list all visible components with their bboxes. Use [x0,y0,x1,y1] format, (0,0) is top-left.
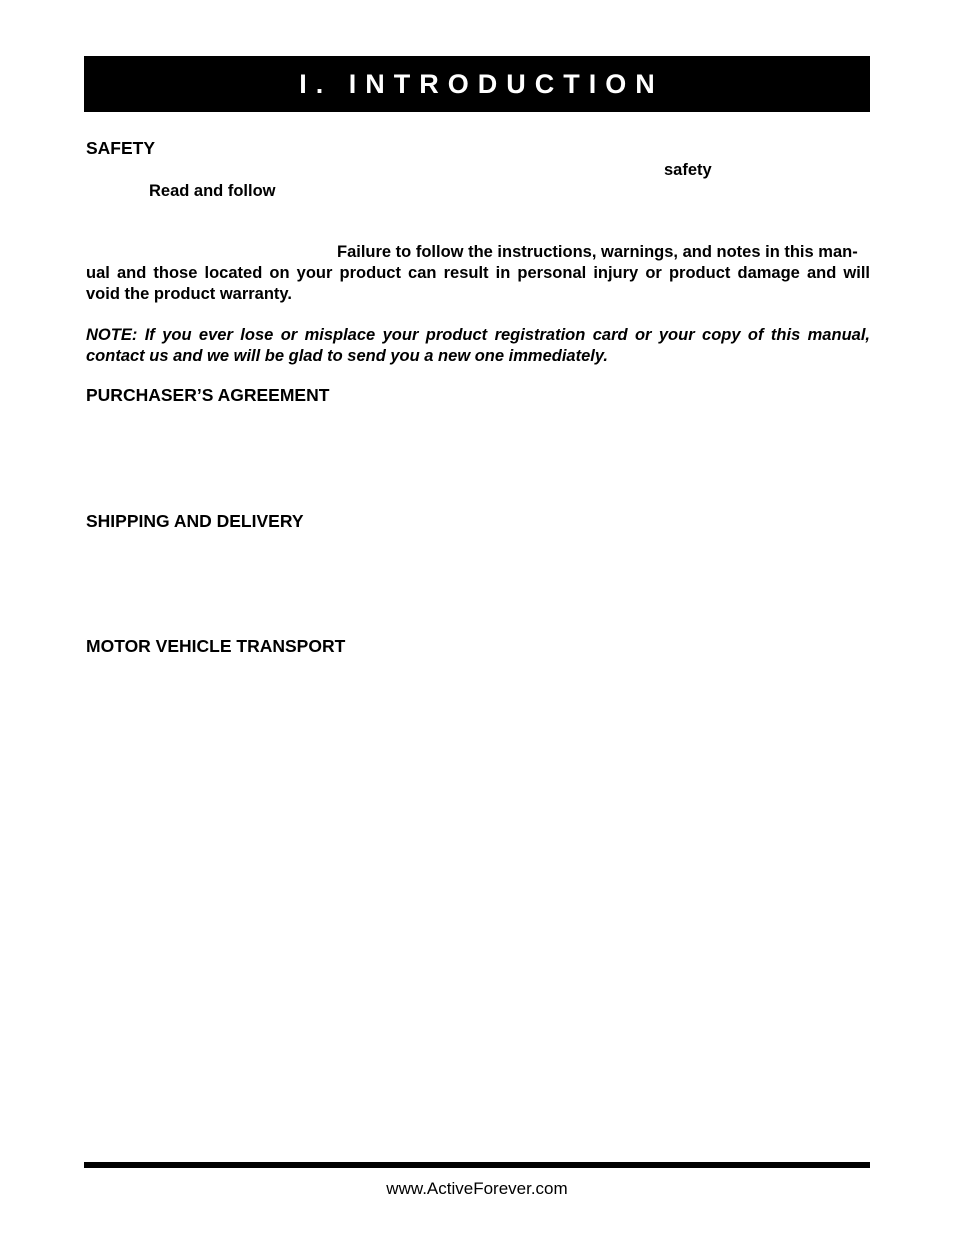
failure-text-line-3: void the product warranty. [86,285,292,303]
safety-fragment: safety [664,161,712,179]
failure-text-line-2: ual and those located on your product can result in personal injury or product damage and will [86,264,870,282]
footer-website-url: www.ActiveForever.com [386,1179,568,1198]
failure-text-rest [86,263,870,305]
shipping-delivery-heading: SHIPPING AND DELIVERY [86,511,304,531]
footer-divider [84,1162,870,1168]
read-follow-fragment: Read and follow [149,182,276,200]
note-paragraph [86,325,870,367]
note-line-1: NOTE: If you ever lose or misplace your product registration card or your copy of this manual, [86,326,870,344]
failure-text-line-1: Failure to follow the instructions, warnings, and notes in this man- [337,243,858,261]
page-title-bar [84,56,870,112]
purchaser-agreement-heading: PURCHASER’S AGREEMENT [86,385,330,405]
note-line-2: contact us and we will be glad to send you a new one immediately. [86,347,608,365]
motor-vehicle-transport-heading: MOTOR VEHICLE TRANSPORT [86,636,346,656]
page-title: I. INTRODUCTION [299,68,664,99]
safety-heading: SAFETY [86,138,156,158]
